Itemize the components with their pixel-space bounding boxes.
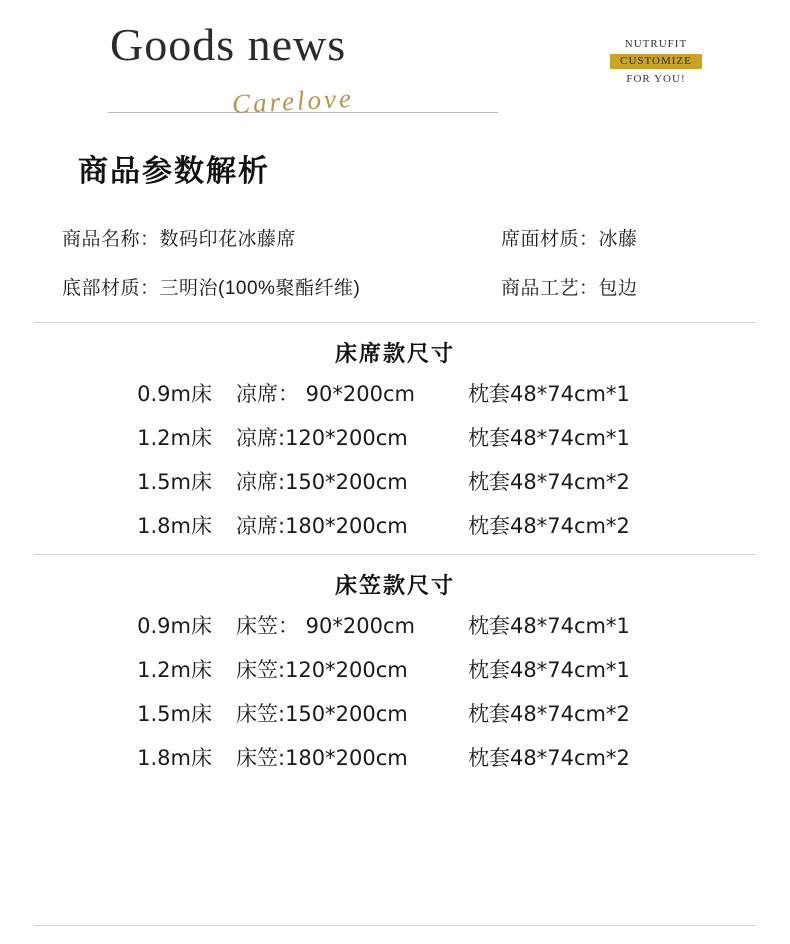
- size-row: [0, 742, 790, 772]
- size-section-mat: [0, 337, 790, 540]
- spec-value: 数码印花冰藤席: [159, 229, 297, 250]
- spec-value: 冰藤: [598, 229, 638, 250]
- size-row: [0, 422, 790, 452]
- size-bed: 1.5m床: [137, 470, 212, 494]
- brand-script-logo: Carelove: [231, 82, 355, 120]
- size-section-heading: 床笠款尺寸: [334, 573, 455, 598]
- badge-line-top: NUTRUFIT: [624, 38, 688, 50]
- spec-cell-left: [62, 273, 501, 300]
- size-pillow: 枕套48*74cm*1: [468, 382, 630, 406]
- size-pillow: 枕套48*74cm*2: [468, 702, 630, 726]
- size-row: [0, 610, 790, 640]
- spec-table: [0, 224, 790, 300]
- spec-cell-left: [62, 224, 501, 251]
- size-pillow: 枕套48*74cm*2: [468, 746, 630, 770]
- spec-value: 包边: [598, 278, 638, 299]
- spec-cell-right: [501, 224, 730, 251]
- size-row: [0, 378, 790, 408]
- spec-value: 三明治(100%聚酯纤维): [159, 278, 361, 299]
- badge-line-bottom: FOR YOU!: [626, 73, 686, 85]
- spec-label: 商品名称：: [62, 229, 160, 250]
- size-bed: 1.8m床: [137, 746, 212, 770]
- spec-label: 席面材质：: [500, 229, 599, 250]
- size-mat: 床笠:120*200cm: [236, 658, 408, 682]
- size-pillow: 枕套48*74cm*2: [468, 470, 630, 494]
- page-title: 商品参数解析: [78, 155, 270, 188]
- spec-label: 底部材质：: [62, 278, 160, 299]
- bottom-divider: [34, 925, 756, 926]
- size-bed: 0.9m床: [137, 614, 212, 638]
- badge-line-highlight: CUSTOMIZE: [610, 54, 702, 69]
- spec-row: [62, 273, 730, 300]
- size-pillow: 枕套48*74cm*1: [468, 614, 630, 638]
- size-section-fitted: [0, 569, 790, 772]
- size-section-heading: 床席款尺寸: [334, 341, 455, 366]
- size-bed: 1.2m床: [137, 658, 212, 682]
- section-divider: [34, 322, 756, 323]
- size-row: [0, 466, 790, 496]
- size-mat: 凉席:180*200cm: [236, 514, 408, 538]
- section-divider: [34, 554, 756, 555]
- size-pillow: 枕套48*74cm*2: [468, 514, 630, 538]
- size-mat: 床笠： 90*200cm: [236, 614, 415, 638]
- size-bed: 1.8m床: [137, 514, 212, 538]
- brand-badge: [610, 38, 702, 85]
- size-row: [0, 654, 790, 684]
- size-mat: 床笠:180*200cm: [236, 746, 408, 770]
- size-bed: 1.2m床: [137, 426, 212, 450]
- size-bed: 1.5m床: [137, 702, 212, 726]
- spec-label: 商品工艺：: [500, 278, 599, 299]
- spec-cell-right: [501, 273, 730, 300]
- spec-row: [62, 224, 730, 251]
- size-bed: 0.9m床: [137, 382, 212, 406]
- size-mat: 凉席： 90*200cm: [236, 382, 415, 406]
- size-mat: 床笠:150*200cm: [236, 702, 408, 726]
- size-row: [0, 510, 790, 540]
- size-mat: 凉席:150*200cm: [236, 470, 408, 494]
- size-pillow: 枕套48*74cm*1: [468, 658, 630, 682]
- page-header: [0, 0, 790, 140]
- size-row: [0, 698, 790, 728]
- size-mat: 凉席:120*200cm: [236, 426, 408, 450]
- size-pillow: 枕套48*74cm*1: [468, 426, 630, 450]
- brand-title: Goods news: [110, 19, 347, 70]
